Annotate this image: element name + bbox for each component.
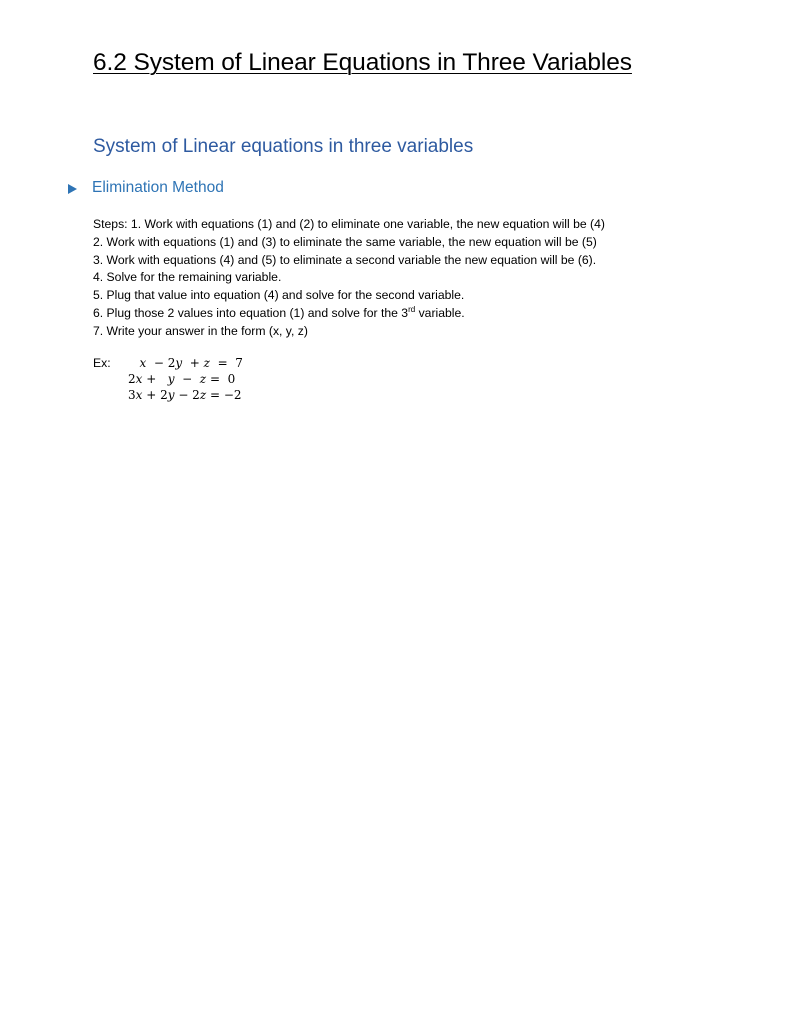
equation-3: 3𝑥 + 2𝑦 − 2𝑧 = −2 [128, 388, 242, 402]
step-1: Steps: 1. Work with equations (1) and (2) to eliminate one variable, the new equation will be (4) [93, 217, 605, 231]
arrow-bullet-icon [68, 184, 77, 194]
step-7: 7. Write your answer in the form (x, y, z) [93, 323, 308, 338]
equation-2: 2𝑥 + 𝑦 − 𝑧 = 0 [128, 372, 236, 386]
steps-list [93, 216, 605, 341]
step-6-superscript: rd [408, 304, 416, 314]
step-6-text-end: variable. [415, 305, 465, 320]
step-2: 2. Work with equations (1) and (3) to eliminate the same variable, the new equation will be (5) [93, 234, 597, 249]
step-6-text: 6. Plug those 2 values into equation (1) and solve for the 3 [93, 305, 409, 320]
step-3: 3. Work with equations (4) and (5) to eliminate a second variable the new equation will be (6). [93, 252, 597, 267]
method-heading-text: Elimination Method [92, 179, 224, 196]
step-6 [93, 305, 605, 323]
section-heading: System of Linear equations in three variables [93, 136, 474, 157]
step-5: 5. Plug that value into equation (4) and solve for the second variable. [93, 288, 465, 303]
step-4: 4. Solve for the remaining variable. [93, 270, 282, 285]
equation-system [128, 355, 243, 403]
equation-1: 𝑥 − 2𝑦 + 𝑧 = 7 [128, 356, 243, 370]
example-label: Ex: [93, 356, 111, 370]
method-heading [68, 177, 224, 199]
document-title: 6.2 System of Linear Equations in Three Variables [93, 49, 632, 76]
